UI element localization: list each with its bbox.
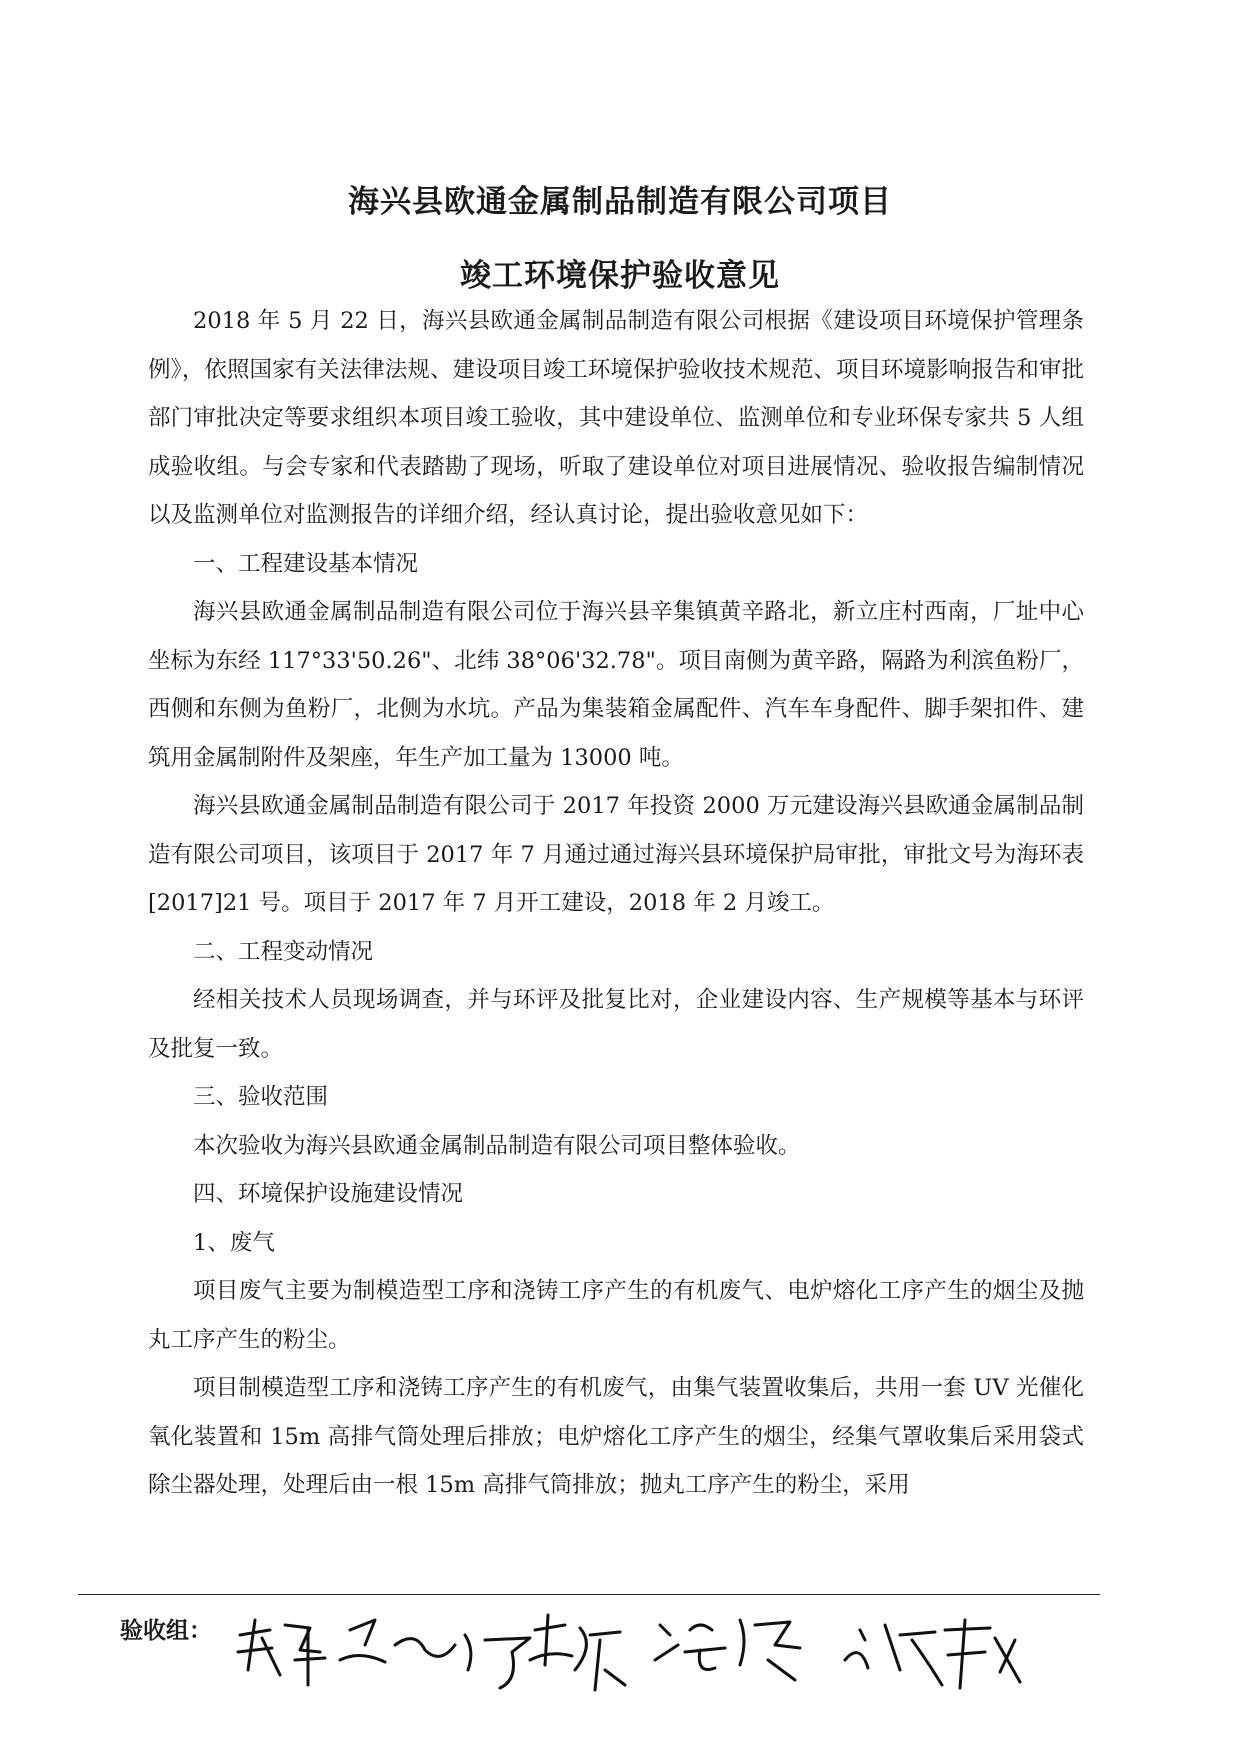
section-heading-4: 四、环境保护设施建设情况 <box>193 1181 464 1207</box>
section-heading-3: 三、验收范围 <box>193 1084 329 1110</box>
document-body <box>148 297 1084 1510</box>
paragraph-location: 海兴县欧通金属制品制造有限公司位于海兴县辛集镇黄辛路北，新立庄村西南，厂址中心坐标为东经 117°33'50.26"、北纬 38°06'32.78"。项目南侧为黄辛路，隔路为利滨鱼粉厂，西侧和东侧为鱼粉厂，北侧为水坑。产品为集装箱金属配件、汽车车身配件、脚手架扣件、建筑用金属制附件及架座，年生产加工量为 13000 吨。 <box>148 599 1084 771</box>
paragraph-investment: 海兴县欧通金属制品制造有限公司于 2017 年投资 2000 万元建设海兴县欧通金属制品制造有限公司项目，该项目于 2017 年 7 月通过通过海兴县环境保护局审批，审批文号为海环表[2017]21 号。项目于 2017 年 7 月开工建设，2018 年 2 月竣工。 <box>148 793 1084 916</box>
document-title: 海兴县欧通金属制品制造有限公司项目 <box>348 184 892 220</box>
section-heading-2: 二、工程变动情况 <box>193 938 374 965</box>
paragraph-waste-gas-treatment: 项目制模造型工序和浇铸工序产生的有机废气，由集气装置收集后，共用一套 UV 光催化氧化装置和 15m 高排气筒处理后排放；电炉熔化工序产生的烟尘，经集气罩收集后采用袋式除尘器处理，处理后由一根 15m 高排气筒排放；抛丸工序产生的粉尘，采用 <box>148 1375 1084 1498</box>
subsection-heading-waste-gas: 1、废气 <box>193 1229 275 1256</box>
section-heading-1: 一、工程建设基本情况 <box>193 550 419 577</box>
paragraph-intro: 2018 年 5 月 22 日，海兴县欧通金属制品制造有限公司根据《建设项目环境保护管理条例》，依照国家有关法律法规、建设项目竣工环境保护验收技术规范、项目环境影响报告和审批部门审批决定等要求组织本项目竣工验收，其中建设单位、监测单位和专业环保专家共 5 人组成验收组。与会专家和代表踏勘了现场，听取了建设单位对项目进展情况、验收报告编制情况以及监测单位对监测报告的详细介绍，经认真讨论，提出验收意见如下： <box>148 308 1084 528</box>
paragraph-waste-gas-sources: 项目废气主要为制模造型工序和浇铸工序产生的有机废气、电炉熔化工序产生的烟尘及抛丸工序产生的粉尘。 <box>148 1278 1084 1353</box>
handwritten-signatures <box>200 1590 1100 1710</box>
paragraph-scope: 本次验收为海兴县欧通金属制品制造有限公司项目整体验收。 <box>193 1132 801 1159</box>
paragraph-changes: 经相关技术人员现场调查，并与环评及批复比对，企业建设内容、生产规模等基本与环评及批复一致。 <box>148 987 1084 1062</box>
signature-label: 验收组： <box>120 1618 212 1644</box>
document-subtitle: 竣工环境保护验收意见 <box>460 258 780 294</box>
